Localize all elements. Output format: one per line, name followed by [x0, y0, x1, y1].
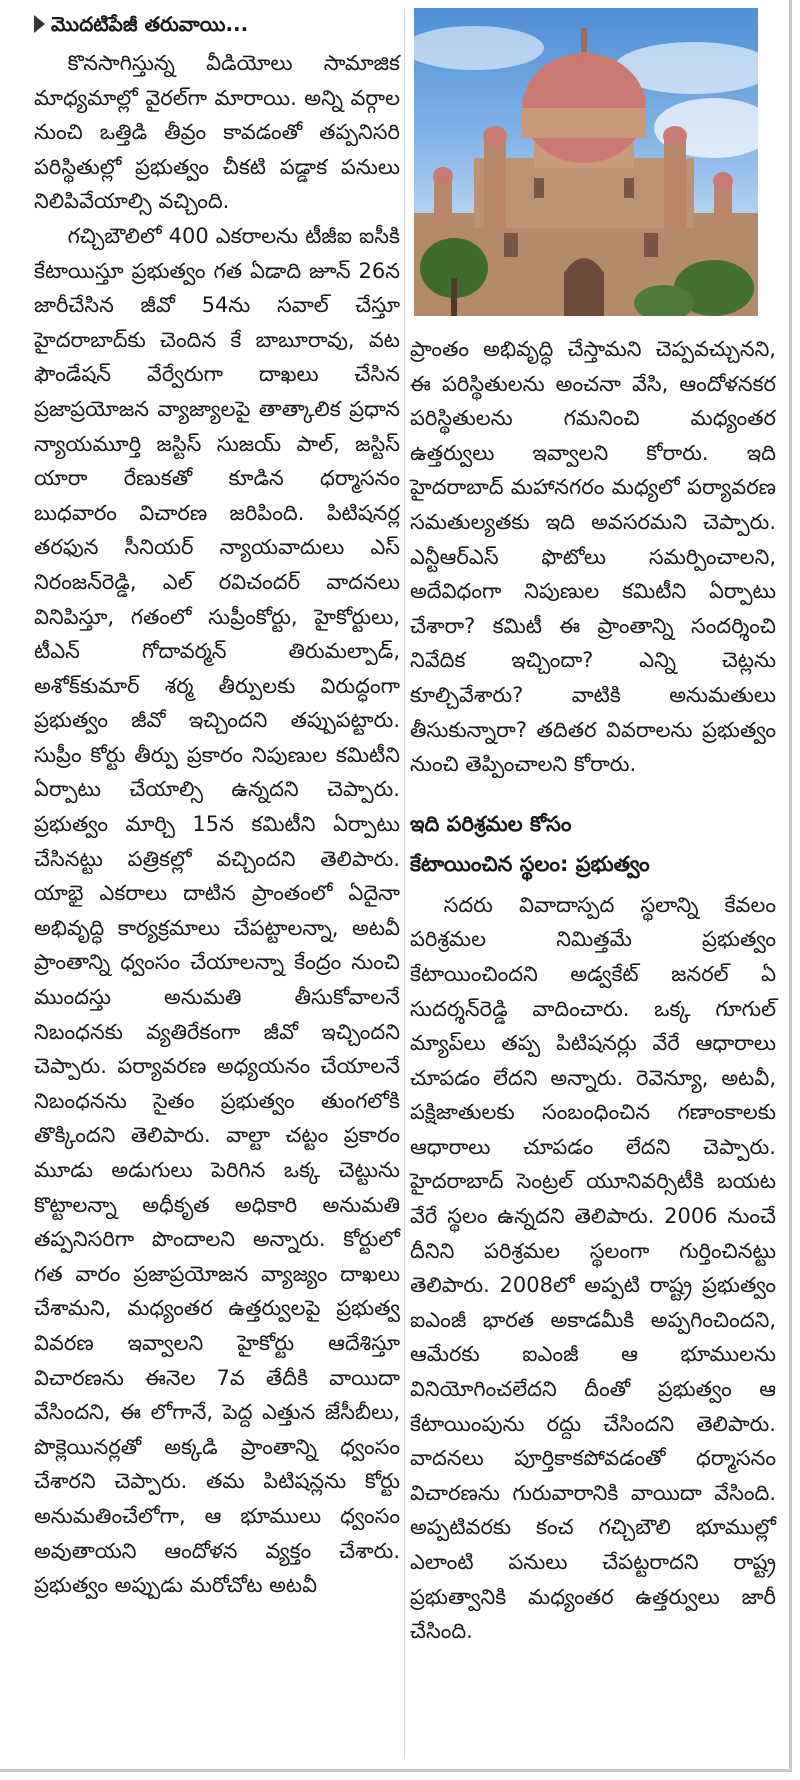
sub-headline-line-1: ఇది పరిశ్రమల కోసం [410, 811, 572, 836]
triangle-right-icon [34, 15, 45, 33]
kicker-label: మొదటిపేజీ తరువాయి... [51, 11, 249, 36]
sub-headline-line-2: కేటాయించిన స్థలం: ప్రభుత్వం [410, 851, 650, 876]
high-court-illustration [414, 8, 758, 316]
article-paragraph: సదరు వివాదాస్పద స్థలాన్ని కేవలం పరిశ్రమల నిమిత్తమే ప్రభుత్వం కేటాయించిందని అడ్వకేట్ జనరల్ ఏ సుదర్శన్‌రెడ్డి వాదించారు. ఒక్క గూగుల్ మ్యాప్‌లు తప్ప పిటిషనర్లు వేరే ఆధారాలు చూపడం లేదని అన్నారు. రెవెన్యూ, అటవీ, పక్షిజాతులకు సంబంధించిన గణాంకాలకు ఆధారాలు చూపడం లేదని చెప్పారు. హైదరాబాద్ సెంట్రల్ యూనివర్సిటీకి బయట వేరే స్థలం ఉన్నదని తెలిపారు. 2006 నుంచే దీనిని పరిశ్రమల స్థలంగా గుర్తించినట్టు తెలిపారు. 2008లో అప్పటి రాష్ట్ర ప్రభుత్వం ఐఎంజీ భారత అకాడమీకి అప్పగించిందని, ఆమేరకు ఐఎంజీ ఆ భూములను వినియోగించలేదని దీంతో ప్రభుత్వం ఆ కేటాయింపును రద్దు చేసిందని తెలిపారు. వాదనలు పూర్తికాకపోవడంతో ధర్మాసనం విచారణను గురువారానికి వాయిదా వేసింది. అప్పటివరకు కంచ గచ్చిబౌలి భూముల్లో ఎలాంటి పనులు చేపట్టరాదని రాష్ట్ర ప్రభుత్వానికి మధ్యంతర ఉత్తర్వులు జారీ చేసింది. [410, 892, 776, 1644]
article-paragraph: గచ్చిబౌలిలో 400 ఎకరాలను టీజీఐ ఐసీకి కేటాయిస్తూ ప్రభుత్వం గత ఏడాది జూన్ 26న జారీచేసిన జీవో 54ను సవాల్ చేస్తూ హైదరాబాద్‌కు చెందిన కే బాబూరావు, వట ఫౌండేషన్ వేర్వేరుగా దాఖలు చేసిన ప్రజాప్రయోజన వ్యాజ్యాలపై తాత్కాలిక ప్రధాన న్యాయమూర్తి జస్టిస్ సుజయ్ పాల్, జస్టిస్ యారా రేణుకతో కూడిన ధర్మాసనం బుధవారం విచారణ జరిపింది. పిటిషనర్ల తరఫున సీనియర్ న్యాయవాదులు ఎస్ నిరంజన్‌రెడ్డి, ఎల్ రవిచందర్ వాదనలు వినిపిస్తూ, గతంలో సుప్రీంకోర్టు, హైకోర్టులు, టీఎన్ గోదావర్మన్ తిరుమల్పాడ్, అశోక్‌కుమార్ శర్మ తీర్పులకు విరుద్ధంగా ప్రభుత్వం జీవో ఇచ్చిందని తప్పుపట్టారు. సుప్రీం కోర్టు తీర్పు ప్రకారం నిపుణుల కమిటీని ఏర్పాటు చేయాల్సి ఉన్నదని చెప్పారు. ప్రభుత్వం మార్చి 15న కమిటీని ఏర్పాటు చేసినట్టు పత్రికల్లో వచ్చిందని తెలిపారు. యాభై ఎకరాలు దాటిన ప్రాంతంలో ఏదైనా అభివృద్ధి కార్యక్రమాలు చేపట్టాలన్నా, అటవీ ప్రాంతాన్ని ధ్వంసం చేయాలన్నా కేంద్రం నుంచి ముందస్తు అనుమతి తీసుకోవాలనే నిబంధనకు వ్యతిరేకంగా జీవో ఇచ్చిందని చెప్పారు. పర్యావరణ అధ్యయనం చేయాలనే నిబంధనను సైతం ప్రభుత్వం తుంగలోకి తొక్కిందని తెలిపారు. వాల్టా చట్టం ప్రకారం మూడు అడుగులు పెరిగిన ఒక్క చెట్టును కొట్టాలన్నా అధీకృత అధికారి అనుమతి తప్పనిసరిగా పొందాలని అన్నారు. కోర్టులో గత వారం ప్రజాప్రయోజన వ్యాజ్యం దాఖలు చేశామని, మధ్యంతర ఉత్తర్వులపై ప్రభుత్వ వివరణ ఇవ్వాలని హైకోర్టు ఆదేశిస్తూ విచారణను ఈనెల 7వ తేదీకి వాయిదా వేసిందని, ఈ లోగానే, పెద్ద ఎత్తున జేసీబీలు, పొక్లెయినర్లతో అక్కడి ప్రాంతాన్ని ధ్వంసం చేశారని చెప్పారు. తమ పిటిషన్లను కోర్టు అనుమతించేలోగా, ఆ భూములు ధ్వంసం అవుతాయని ఆందోళన వ్యక్తం చేశారు. ప్రభుత్వం అప్పుడు మరోచోట అటవీ [34, 223, 400, 1598]
left-column [34, 0, 400, 1603]
high-court-photo [414, 8, 758, 316]
article-paragraph: కొనసాగిస్తున్న వీడియోలు సామాజిక మాధ్యమాల్లో వైరల్‌గా మారాయి. అన్ని వర్గాల నుంచి ఒత్తిడి తీవ్రం కావడంతో తప్పనిసరి పరిస్థితుల్లో ప్రభుత్వం చీకటి పడ్డాక పనులు నిలిపివేయాల్సి వచ్చింది. [34, 51, 400, 214]
column-divider [404, 8, 405, 1758]
right-column [410, 0, 776, 1649]
continuation-kicker [34, 6, 400, 42]
article-paragraph: ప్రాంతం అభివృద్ధి చేస్తామని చెప్పవచ్చునని, ఈ పరిస్థితులను అంచనా వేసి, ఆందోళనకర పరిస్థితులను గమనించి మధ్యంతర ఉత్తర్వులు ఇవ్వాలని కోరారు. ఇది హైదరాబాద్ మహానగరం మధ్యలో పర్యావరణ సమతుల్యతకు ఇది అవసరమని చెప్పారు. ఎన్టీఆర్ఎస్ ఫొటోలు సమర్పించాలని, అదేవిధంగా నిపుణుల కమిటీని ఏర్పాటు చేశారా? కమిటీ ఈ ప్రాంతాన్ని సందర్శించి నివేదిక ఇచ్చిందా? ఎన్ని చెట్లను కూల్చివేశారు? వాటికి అనుమతులు తీసుకున్నారా? తదితర వివరాలను ప్రభుత్వం నుంచి తెప్పించాలని కోరారు. [410, 337, 776, 777]
sub-headline [410, 804, 776, 884]
